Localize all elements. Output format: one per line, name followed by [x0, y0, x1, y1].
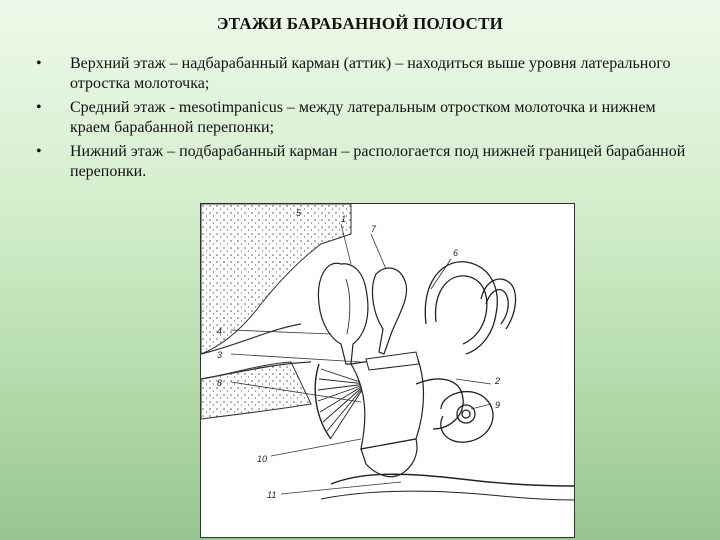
figure-label-2: 2: [495, 376, 501, 386]
ear-anatomy-figure: [200, 203, 575, 538]
bullet-item: [36, 142, 686, 182]
bone-lower-left: [201, 362, 311, 419]
bullet-text: Средний этаж - mesotimpanicus – между латеральным отростком молоточка и нижнем краем барабанной перепонки;: [70, 99, 656, 136]
malleus: [318, 263, 367, 364]
figure-label-7: 7: [371, 224, 377, 234]
bullet-item: [36, 54, 686, 94]
figure-label-6: 6: [453, 248, 459, 258]
figure-label-8: 8: [217, 378, 223, 388]
bullet-item: [36, 98, 686, 138]
figure-label-10: 10: [257, 454, 268, 464]
bullet-marker: •: [36, 55, 42, 72]
figure-label-5: 5: [296, 208, 302, 218]
bullet-text: Верхний этаж – надбарабанный карман (аттик) – находиться выше уровня латерального отростка молоточка;: [70, 55, 671, 92]
incus: [372, 268, 406, 354]
figure-label-9: 9: [495, 400, 501, 410]
bullet-text: Нижний этаж – подбарабанный карман – распологается под нижней границей барабанной перепонки.: [70, 143, 686, 180]
semicircular-canals: [425, 262, 515, 354]
slide-title: ЭТАЖИ БАРАБАННОЙ ПОЛОСТИ: [216, 14, 504, 33]
ear-anatomy-drawing: [201, 204, 574, 537]
bullet-list: [36, 54, 686, 186]
figure-label-4: 4: [217, 326, 223, 336]
cochlea: [416, 379, 493, 442]
figure-label-3: 3: [217, 350, 223, 360]
bullet-marker: •: [36, 143, 42, 160]
figure-label-1: 1: [341, 214, 347, 224]
bullet-marker: •: [36, 99, 42, 116]
figure-label-11: 11: [267, 490, 277, 500]
